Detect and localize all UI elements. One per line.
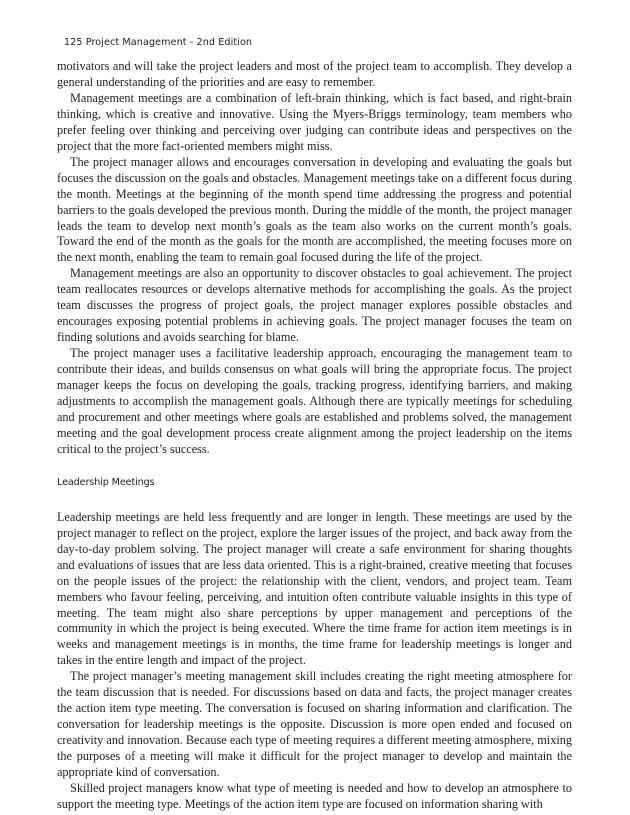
paragraph-continuation: motivators and will take the project leaders and most of the project team to accomplish. They develop a general understanding of the priorities and are easy to remember.	[57, 59, 572, 89]
paragraph: Management meetings are a combination of left-brain thinking, which is fact based, and right-brain thinking, which is creative and innovative. Using the Myers-Briggs terminology, team members who prefer feeling over thinking and perceiving over judging can contribute ideas and perspectives on the project that the more fact-oriented members might miss.	[57, 90, 572, 153]
section-heading: Leadership Meetings	[57, 476, 155, 488]
paragraph: The project manager’s meeting management skill includes creating the right meeting atmosphere for the team discussion that is needed. For discussions based on data and facts, the project manager creates the action item type meeting. The conversation is focused on sharing information and clarification. The conversation for leadership meetings is the opposite. Discussion is more open ended and focused on creativity and innovation. Because each type of meeting requires a different meeting atmosphere, mixing the purposes of a meeting will make it difficult for the project manager to develop and maintain the appropriate kind of conversation.	[57, 669, 572, 780]
body-text	[57, 59, 572, 813]
paragraph: Leadership meetings are held less frequently and are longer in length. These meetings are used by the project manager to reflect on the project, explore the larger issues of the project, and back away from the day-to-day problem solving. The project manager will create a safe environment for sharing thoughts and evaluations of issues that are less data oriented. This is a right-brained, creative meeting that focuses on the people issues of the project: the relationship with the client, vendors, and project team. Team members who favour feeling, perceiving, and intuition often contribute valuable insights in this type of meeting. The team might also share perceptions by upper management and perceptions of the community in which the project is being executed. Where the time frame for action item meetings is in weeks and management meetings is in months, the time frame for leadership meetings is longer and takes in the entire length and impact of the project.	[57, 509, 572, 668]
paragraph: Skilled project managers know what type of meeting is needed and how to develop an atmosphere to support the meeting type. Meetings of the action item type are focused on information sharing with	[57, 780, 572, 811]
running-head: 125 Project Management - 2nd Edition	[64, 37, 253, 48]
paragraph: The project manager allows and encourages conversation in developing and evaluating the goals but focuses the discussion on the goals and obstacles. Management meetings take on a different focus during the month. Meetings at the beginning of the month spend time addressing the progress and potential barriers to the goals developed the previous month. During the middle of the month, the project manager leads the team to develop next month’s goals as the team also works on the current month’s goals. Toward the end of the month as the goals for the month are accomplished, the meeting focuses more on the next month, enabling the team to remain goal focused during the life of the project.	[57, 154, 572, 265]
paragraph: Management meetings are also an opportunity to discover obstacles to goal achievement. The project team reallocates resources or develops alternative methods for accomplishing the goals. As the project team discusses the progress of project goals, the project manager explores possible obstacles and encourages exposing potential problems in achieving goals. The project manager focuses the team on finding solutions and avoids searching for blame.	[57, 266, 572, 345]
paragraph: The project manager uses a facilitative leadership approach, encouraging the management team to contribute their ideas, and builds consensus on what goals will bring the appropriate focus. The project manager keeps the focus on developing the goals, tracking progress, identifying barriers, and making adjustments to accomplish the management goals. Although there are typically meetings for scheduling and procurement and other meetings where goals are established and problems solved, the management meeting and the goal development process create alignment among the project leadership on the items critical to the project’s success.	[57, 346, 572, 456]
